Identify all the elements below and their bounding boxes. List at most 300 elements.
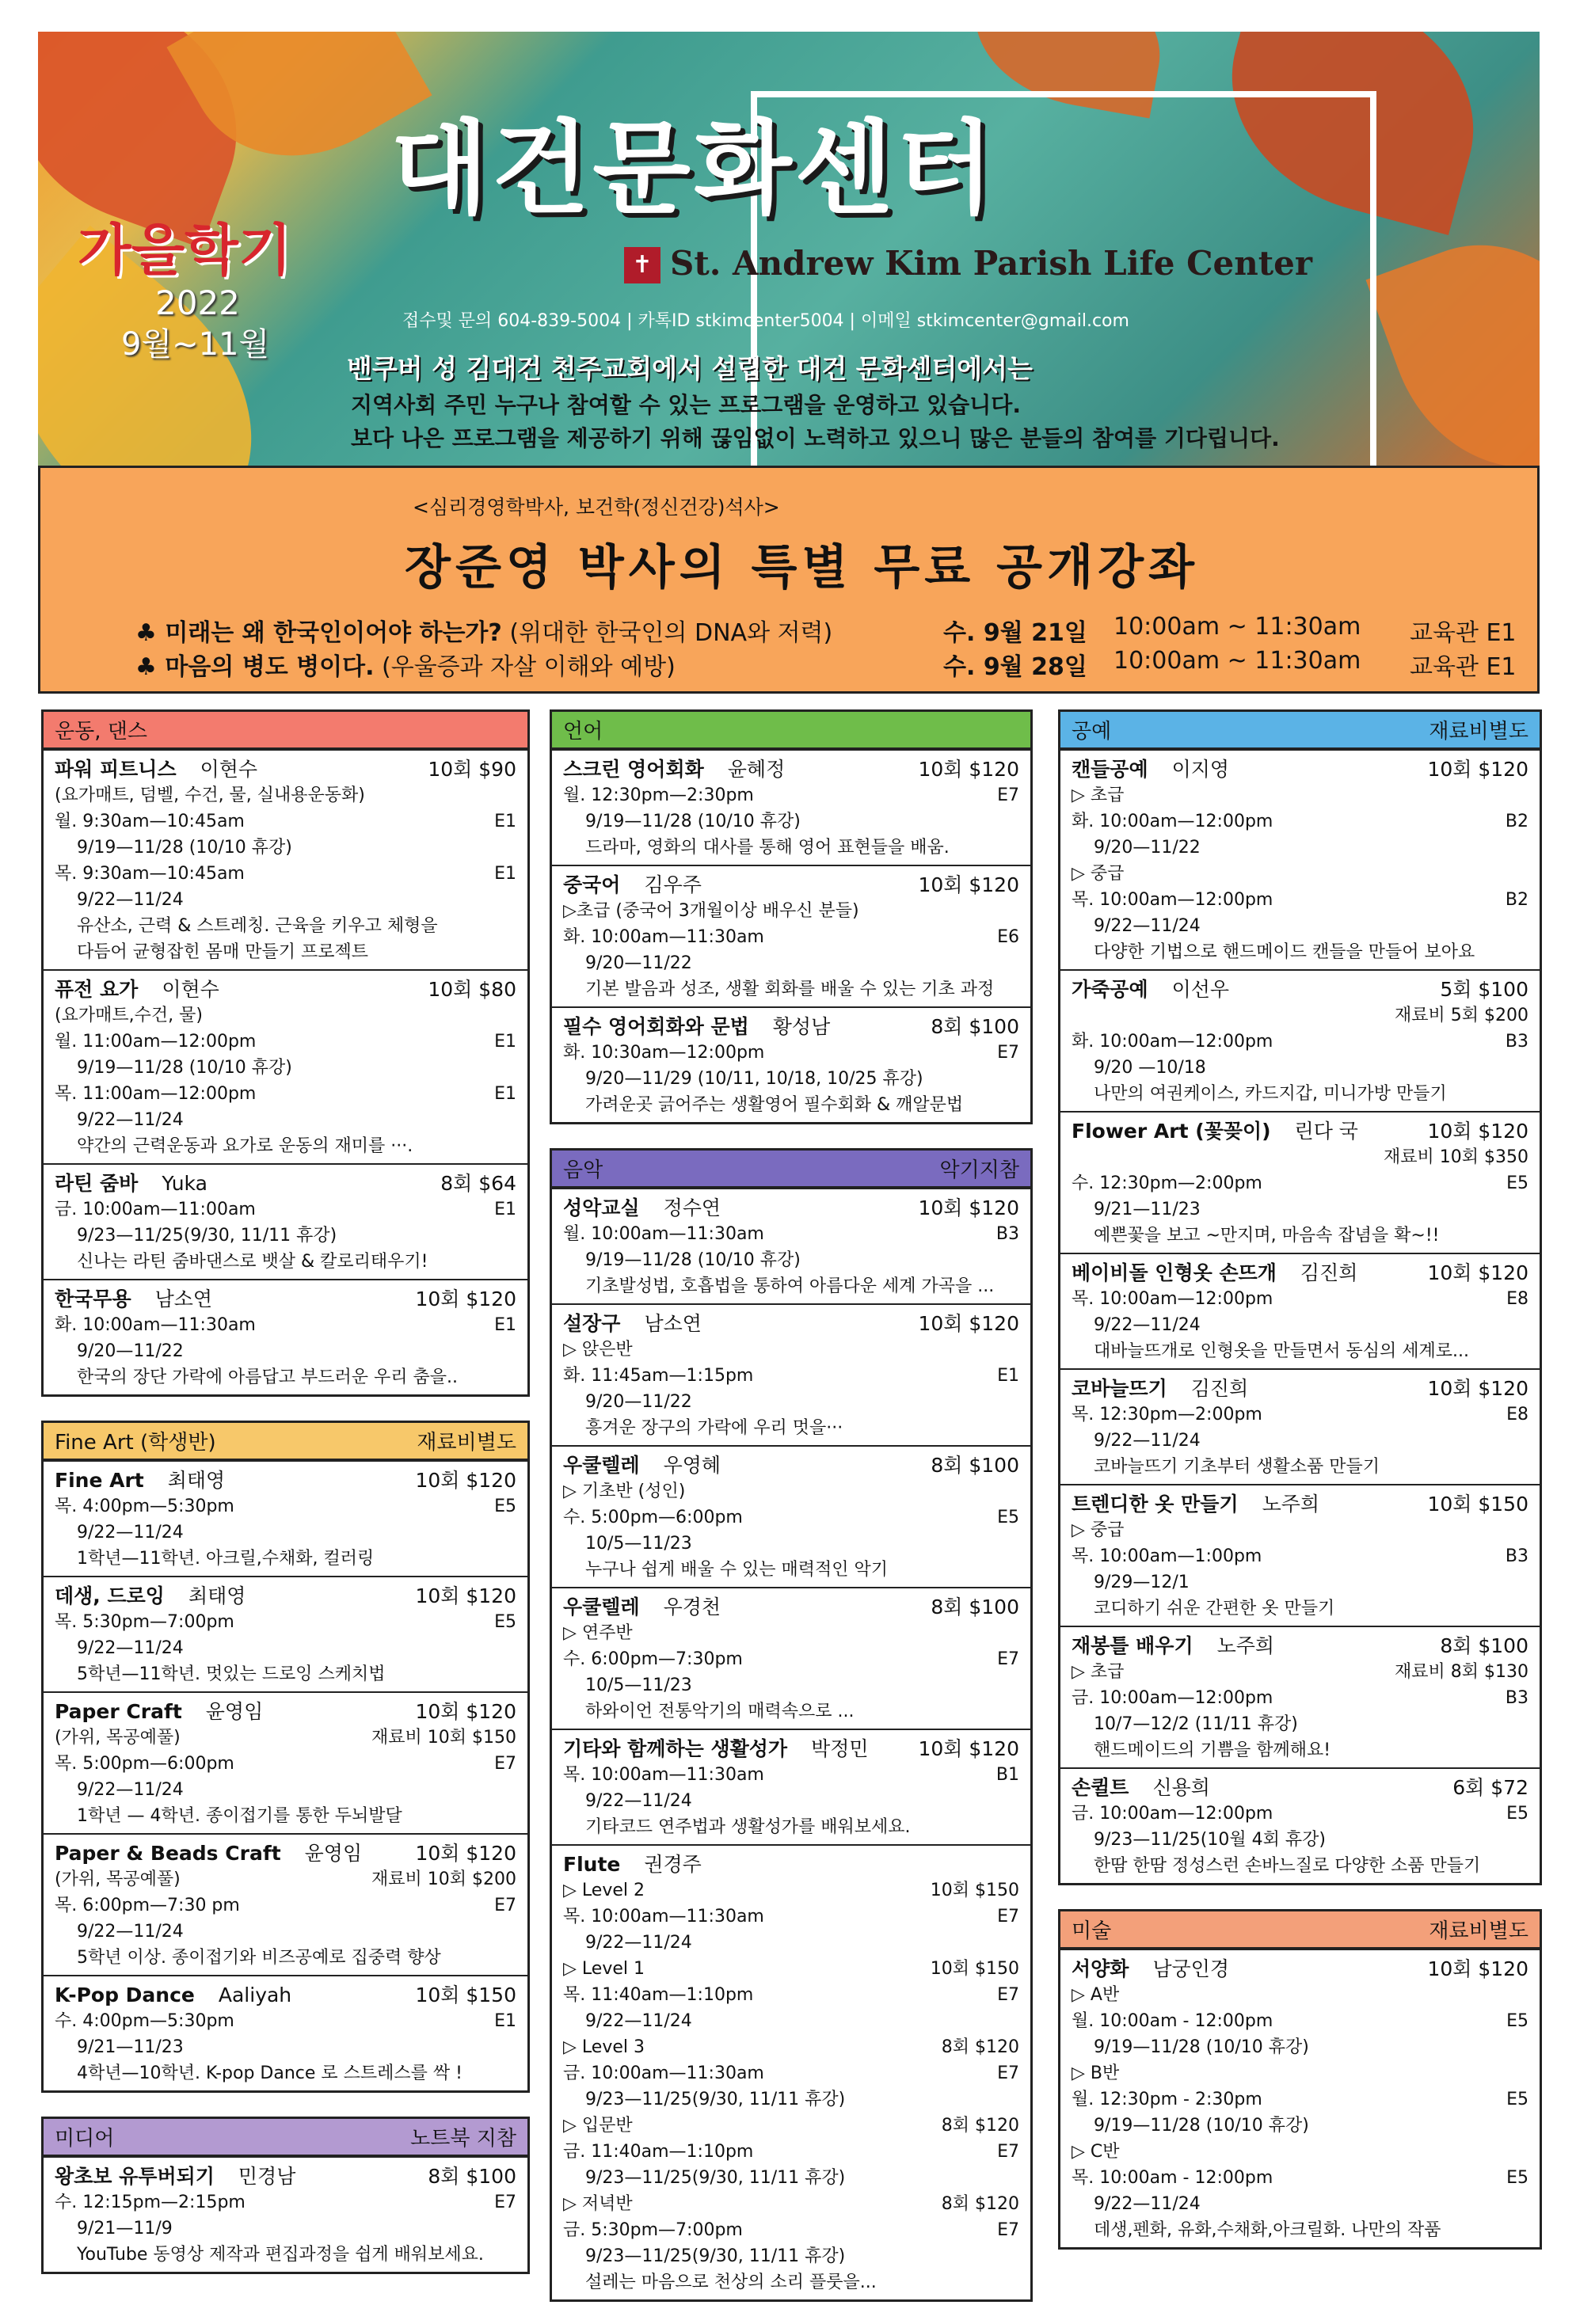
course-line-text: 흥겨운 장구의 가락에 우리 멋을··· [563,1418,843,1438]
course-line-text: ▷ 중급 [1072,1520,1125,1540]
course-line [55,861,516,887]
course-line-text: 월. 11:00am—12:00pm [55,1032,257,1052]
course-line-right: 재료비 5회 $200 [1395,1006,1528,1025]
course-line-text: 9/19—11/28 (10/10 휴강) [55,1058,292,1078]
course-line-right: E1 [494,864,516,884]
section-note: 재료비별도 [1429,1919,1528,1943]
course-line-text: 9/20—11/22 [1072,838,1201,858]
course-line [55,2216,516,2242]
course-name: Fine Art [55,1469,144,1492]
course-header [55,1170,516,1196]
course-line-text: 목. 10:00am—12:00pm [1072,1289,1273,1309]
course-line-text: 9/22—11/24 [563,1791,692,1811]
course-line-text: 다양한 기법으로 핸드메이드 캔들을 만들어 보아요 [1072,942,1475,962]
course-header [563,1736,1019,1762]
course-line-right: 8회 $120 [941,2194,1019,2214]
course-line [563,1814,1019,1840]
course-line [55,2242,516,2268]
course-line [1072,1428,1528,1454]
course-line [55,939,516,965]
course-header [563,1195,1019,1221]
course-line-right: E7 [997,1985,1019,2005]
course-line [563,924,1019,950]
course-line-right: E7 [997,2220,1019,2240]
course-line [55,808,516,835]
course-line-text: 약간의 근력운동과 요가로 운동의 재미를 ···. [55,1136,413,1156]
course-instructor: 남소연 [644,1312,702,1335]
course-instructor: 윤혜정 [727,758,786,781]
course-name: Flute [563,1853,621,1876]
course-line [55,1520,516,1546]
course-line [1072,835,1528,861]
course-line [563,898,1019,924]
course-line [1072,1737,1528,1763]
course-line [1072,913,1528,939]
course-entry [552,1303,1030,1445]
course-header [563,872,1019,898]
course-line [1072,1196,1528,1223]
section-header [552,712,1030,749]
course-price: 10회 $120 [415,1469,516,1492]
course-price: 10회 $120 [415,1842,516,1865]
course-line [563,1620,1019,1646]
course-name: 코바늘뜨기 [1072,1377,1167,1400]
course-line-text: 목. 12:30pm—2:00pm [1072,1405,1262,1424]
course-line [563,1877,1019,1904]
course-line-text: 9/22—11/24 [55,1523,184,1542]
course-entry [44,2156,527,2272]
course-price: 10회 $120 [415,1584,516,1607]
course-header [55,1982,516,2008]
course-line [1072,1338,1528,1364]
course-line [55,2060,516,2086]
course-name: 설장구 [563,1312,621,1335]
center-title: 대건문화센터 [390,110,997,228]
lecturer-credentials: <심리경영학박사, 보건학(정신건강)석사> [413,496,780,519]
course-line-text: 9/20—11/29 (10/11, 10/18, 10/25 휴강) [563,1069,923,1089]
course-line [55,2008,516,2034]
course-line-text: 기본 발음과 성조, 생활 회화를 배울 수 있는 기초 과정 [563,979,995,999]
course-price: 10회 $150 [415,1984,516,2006]
course-instructor: 윤영임 [304,1842,363,1865]
course-line-text: 수. 12:30pm—2:00pm [1072,1173,1262,1193]
lecture-detail: (우울증과 자살 이해와 예방) [374,653,676,681]
lecture-topic: ♣ 마음의 병도 병이다. [135,653,375,681]
section-title: 음악 [563,1158,603,1182]
course-line-text: 월. 10:00am—11:30am [563,1224,764,1244]
course-header [563,756,1019,782]
course-line-text: 목. 10:00am - 12:00pm [1072,2168,1273,2188]
course-name: 기타와 함께하는 생활성가 [563,1737,788,1760]
course-header [563,1310,1019,1337]
course-line [1072,887,1528,913]
course-line-right: 8회 $120 [941,2116,1019,2136]
course-line-text: 수. 5:00pm—6:00pm [563,1508,743,1527]
course-header [1072,1491,1528,1517]
course-line-right: E8 [1506,1405,1528,1424]
course-price: 10회 $120 [1427,1261,1528,1284]
months-label: 9월~11월 [121,326,270,363]
course-line-text: 9/19—11/28 (10/10 휴강) [1072,2116,1309,2136]
course-line [563,1415,1019,1441]
section-title: 언어 [563,720,603,744]
course-instructor: 노주희 [1262,1493,1320,1516]
course-line-text: 9/19—11/28 (10/10 휴강) [563,812,801,831]
course-entry [1060,1949,1540,2247]
course-line-text: 금. 10:00am—11:30am [563,2063,764,2083]
course-line-text: 유산소, 근력 & 스트레칭. 근육을 키우고 체형을 [55,916,438,936]
course-header [1072,1375,1528,1402]
course-line-right: E1 [494,1315,516,1335]
course-line [1072,1596,1528,1622]
course-line-text: 데생,펜화, 유화,수채화,아크릴화. 나만의 작품 [1072,2220,1441,2240]
course-line-text: 코바늘뜨기 기초부터 생활소품 만들기 [1072,1457,1380,1477]
course-price: 10회 $80 [428,978,516,1001]
intro-line-2: 지역사회 주민 누구나 참여할 수 있는 프로그램을 운영하고 있습니다. [351,392,1021,418]
course-line-text: 금. 10:00am—12:00pm [1072,1804,1273,1824]
course-entry [552,749,1030,865]
course-line-text: 설레는 마음으로 천상의 소리 플룻을... [563,2273,877,2292]
course-line-text: 9/22—11/24 [1072,916,1201,936]
course-line-right: E5 [1506,2011,1528,2031]
parish-name: St. Andrew Kim Parish Life Center [670,244,1313,283]
course-instructor: 최태영 [188,1584,246,1607]
course-line-text: ▷ 저녁반 [563,2194,633,2214]
course-line [55,1312,516,1338]
course-line-right: E5 [997,1508,1019,1527]
course-instructor: 우경천 [663,1596,721,1618]
course-line-right: E1 [494,1084,516,1104]
course-line [1072,2086,1528,2113]
semester-label: 가을학기 [78,218,292,283]
course-line-right: 재료비 8회 $130 [1395,1662,1528,1682]
course-line-right: E5 [494,1612,516,1632]
course-line-text: YouTube 동영상 제작과 편집과정을 쉽게 배워보세요. [55,2245,484,2265]
course-line-text: 9/20—11/22 [55,1341,184,1361]
course-price: 10회 $120 [1427,1957,1528,1980]
course-line [1072,1711,1528,1737]
course-line-right: E7 [997,1907,1019,1927]
header-banner [38,32,1540,466]
course-line [563,2217,1019,2243]
course-line [1072,2217,1528,2243]
course-price: 10회 $150 [1427,1493,1528,1516]
course-header [1072,1774,1528,1801]
course-line-right: 재료비 10회 $350 [1384,1147,1528,1167]
section-title: 미술 [1072,1919,1112,1943]
course-line [1072,2060,1528,2086]
course-header [55,1583,516,1609]
course-line-text: 신나는 라틴 줌바댄스로 뱃살 & 칼로리태우기! [55,1252,428,1272]
course-line-right: E1 [494,1200,516,1219]
course-line [55,1892,516,1919]
course-price: 10회 $120 [415,1700,516,1723]
course-line [1072,2139,1528,2165]
course-line-text: 9/23—11/25(10월 4회 휴강) [1072,1830,1326,1850]
course-line [1072,861,1528,887]
course-line-text: 금. 5:30pm—7:00pm [563,2220,743,2240]
course-line [563,1337,1019,1363]
section-note: 재료비별도 [1429,720,1528,744]
course-line [55,1338,516,1364]
course-name: 퓨전 요가 [55,978,139,1001]
course-line-text: 예쁜꽃을 보고 ~만지며, 마음속 잡념을 확~!! [1072,1226,1440,1246]
course-line [563,1363,1019,1389]
course-entry [44,1975,527,2090]
course-price: 8회 $100 [931,1015,1019,1038]
course-header [563,1014,1019,1040]
course-instructor: 박정민 [811,1737,869,1760]
course-line-text: ▷ 앉은반 [563,1340,633,1360]
course-line-text: 9/20 —10/18 [1072,1058,1206,1078]
course-line-text: 월. 9:30am—10:45am [55,812,245,831]
column-left [41,709,530,2298]
course-line [55,1493,516,1520]
course-line [563,1762,1019,1788]
course-line [55,1081,516,1107]
course-line [563,2113,1019,2139]
course-line-text: ▷ Level 3 [563,2037,645,2057]
course-entry [552,1445,1030,1587]
section-music [550,1148,1033,2302]
course-line-text: 목. 11:00am—12:00pm [55,1084,257,1104]
course-name: K-Pop Dance [55,1984,195,2006]
course-line-right: E7 [997,785,1019,805]
course-line [1072,1543,1528,1569]
course-line [1072,1982,1528,2008]
course-line [563,1904,1019,1930]
course-instructor: Aaliyah [218,1984,292,2006]
course-line-text: ▷ Level 1 [563,1959,645,1979]
year-label: 2022 [155,283,240,322]
course-line-text: 9/21—11/23 [1072,1200,1201,1219]
course-header [1072,976,1528,1002]
course-line [55,887,516,913]
course-line [55,2189,516,2216]
course-line [563,1273,1019,1299]
lecture-row [135,613,1517,648]
course-name: 재봉틀 배우기 [1072,1634,1193,1657]
course-instructor: 이현수 [200,758,258,781]
course-line-text: 9/29—12/1 [1072,1573,1190,1592]
course-line-text: 한땀 한땀 정성스런 손바느질로 다양한 소품 만들기 [1072,1856,1481,1876]
course-line [1072,1517,1528,1543]
course-line [563,808,1019,835]
course-line-text: 드라마, 영화의 대사를 통해 영어 표현들을 배움. [563,838,950,858]
course-line [563,2086,1019,2113]
course-line [1072,1223,1528,1249]
section-note: 재료비별도 [417,1431,516,1455]
course-line [563,1478,1019,1504]
course-line [563,782,1019,808]
course-entry [1060,749,1540,969]
course-line-right: E5 [1506,1804,1528,1824]
course-entry [552,865,1030,1006]
course-entry [1060,1484,1540,1626]
course-instructor: 윤영임 [205,1700,264,1723]
course-line-text: 9/22—11/24 [563,1933,692,1953]
course-name: 손퀼트 [1072,1776,1129,1799]
course-line [55,1249,516,1275]
course-line [55,2034,516,2060]
lecture-title: 장준영 박사의 특별 무료 공개강좌 [405,540,1199,595]
course-line [563,1698,1019,1725]
course-line [563,1672,1019,1698]
course-line-right: B3 [1505,1688,1528,1708]
course-line [563,950,1019,976]
course-line-text: ▷ 중급 [1072,864,1125,884]
course-line-text: 9/22—11/24 [55,1110,184,1130]
course-line [1072,1685,1528,1711]
course-price: 10회 $120 [918,1312,1019,1335]
course-line [55,1866,516,1892]
course-line-text: 하와이언 전통악기의 매력속으로 ... [563,1702,855,1721]
course-line-right: B2 [1505,812,1528,831]
course-line [55,1945,516,1971]
course-price: 10회 $120 [918,873,1019,896]
course-line-text: 다듬어 균형잡힌 몸매 만들기 프로젝트 [55,942,368,962]
lecture-time: 10:00am ~ 11:30am [1113,613,1361,641]
course-line-text: 화. 10:00am—12:00pm [1072,1032,1273,1052]
course-name: 스크린 영어회화 [563,758,704,781]
course-line-text: 월. 10:00am - 12:00pm [1072,2011,1273,2031]
course-line [55,1223,516,1249]
course-line-right: E7 [997,2142,1019,2162]
course-line-text: 9/22—11/24 [55,1780,184,1800]
course-line-text: 9/22—11/24 [1072,2194,1201,2214]
course-price: 10회 $120 [1427,758,1528,781]
course-line-text: 목. 9:30am—10:45am [55,864,245,884]
course-line-text: 9/22—11/24 [1072,1431,1201,1451]
course-line [1072,1055,1528,1081]
course-entry [44,969,527,1163]
section-fineart [41,1421,530,2093]
course-price: 10회 $120 [1427,1120,1528,1143]
course-entry [1060,1111,1540,1253]
course-header [55,976,516,1002]
course-entry [44,1163,527,1279]
course-line-text: 목. 10:00am—11:30am [563,1765,764,1785]
course-line [55,1777,516,1803]
course-price: 8회 $100 [1440,1634,1528,1657]
course-line-text: 기타코드 연주법과 생활성가를 배워보세요. [563,1817,911,1837]
course-line-right: E7 [494,2193,516,2212]
course-line-text: 10/5—11/23 [563,1534,692,1554]
course-name: 서양화 [1072,1957,1129,1980]
course-line-right: 재료비 10회 $150 [371,1728,516,1748]
course-line [55,1196,516,1223]
course-line [55,1751,516,1777]
course-line-text: 9/22—11/24 [55,1922,184,1942]
section-note: 노트북 지참 [410,2127,516,2151]
course-line-right: E5 [494,1497,516,1516]
course-line-right: B3 [995,1224,1019,1244]
course-line-text: 9/20—11/22 [563,953,692,973]
course-line [1072,2191,1528,2217]
course-line [1072,1402,1528,1428]
course-line-text: 4학년—10학년. K-pop Dance 로 스트레스를 싹 ! [55,2063,463,2083]
course-name: 우쿨렐레 [563,1454,640,1477]
section-header [44,2119,527,2156]
course-instructor: 김우주 [644,873,702,896]
special-lecture-box [38,466,1540,694]
course-line-right: 8회 $120 [941,2037,1019,2057]
lecture-detail: (위대한 한국인의 DNA와 저력) [501,619,833,647]
course-line-text: 9/22—11/24 [563,2011,692,2031]
course-line-text: 금. 11:40am—1:10pm [563,2142,754,2162]
course-line [1072,2034,1528,2060]
course-line [1072,1144,1528,1170]
lecture-topic: ♣ 미래는 왜 한국인이어야 하는가? [135,619,502,647]
course-line-right: E5 [1506,2090,1528,2109]
course-entry [552,1587,1030,1729]
course-entry [552,1188,1030,1303]
course-line-text: 금. 10:00am—11:00am [55,1200,256,1219]
course-name: 중국어 [563,873,621,896]
course-line-text: 10/7—12/2 (11/11 휴강) [1072,1714,1298,1734]
course-line [563,835,1019,861]
course-line-text: 월. 12:30pm - 2:30pm [1072,2090,1262,2109]
course-line-text: 9/23—11/25(9/30, 11/11 휴강) [563,2246,846,2266]
course-line [563,1788,1019,1814]
course-price: 10회 $120 [918,1196,1019,1219]
course-name: 베이비돌 인형옷 손뜨개 [1072,1261,1277,1284]
course-line-right: E1 [494,812,516,831]
course-line-text: 목. 10:00am—12:00pm [1072,890,1273,910]
course-name: 왕초보 유투버되기 [55,2165,215,2188]
course-line-right: E7 [494,1754,516,1774]
course-line [55,835,516,861]
course-line [1072,1081,1528,1107]
course-line [1072,939,1528,965]
course-line-text: 목. 10:00am—1:00pm [1072,1546,1262,1566]
course-entry [44,1691,527,1833]
course-line [563,1956,1019,1982]
course-instructor: 남소연 [154,1288,213,1310]
course-price: 6회 $72 [1452,1776,1528,1799]
cross-logo-icon: ✝ [624,247,660,283]
course-line [1072,1002,1528,1029]
course-line [563,1982,1019,2008]
course-line-right: E1 [494,2011,516,2031]
course-line-text: 목. 5:00pm—6:00pm [55,1754,234,1774]
course-line [563,2165,1019,2191]
course-entry [1060,1626,1540,1767]
course-line-text: 화. 11:45am—1:15pm [563,1366,754,1386]
section-header [552,1151,1030,1188]
course-line-text: ▷ 기초반 (성인) [563,1482,686,1501]
course-line [563,2034,1019,2060]
course-instructor: 이현수 [162,978,219,1001]
course-line [1072,808,1528,835]
course-entry [44,1279,527,1394]
course-line-text: 목. 5:30pm—7:00pm [55,1612,234,1632]
course-line-text: 1학년—11학년. 아크릴,수채화, 컬러링 [55,1549,375,1569]
section-title: 미디어 [55,2127,115,2151]
section-dance [41,709,530,1397]
course-line-text: 수. 4:00pm—5:30pm [55,2011,234,2031]
course-header [55,756,516,782]
course-line-text: 목. 11:40am—1:10pm [563,1985,754,2005]
course-line [563,1557,1019,1583]
course-line-text: 대바늘뜨개로 인형옷을 만들면서 동심의 세계로... [1072,1341,1469,1361]
course-line-text: 가려운곳 긁어주는 생활영어 필수회화 & 깨알문법 [563,1095,964,1115]
course-instructor: 이지영 [1171,758,1230,781]
course-line-text: 5학년 이상. 종이접기와 비즈공예로 집중력 향상 [55,1948,441,1968]
course-line [563,1531,1019,1557]
course-line-text: 9/19—11/28 (10/10 휴강) [563,1250,801,1270]
course-line-right: E7 [997,1043,1019,1063]
